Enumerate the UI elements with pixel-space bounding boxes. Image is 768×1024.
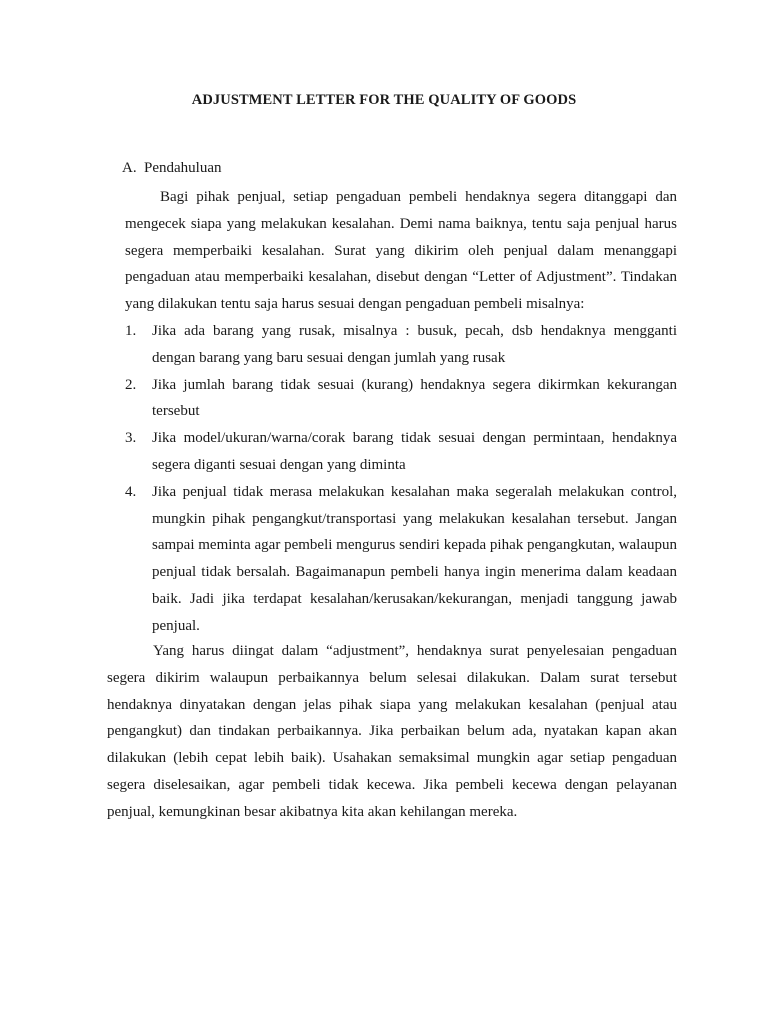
numbered-list [125,318,677,640]
section-heading-text: Pendahuluan [144,160,222,176]
intro-paragraph: Bagi pihak penjual, setiap pengaduan pembeli hendaknya segera ditanggapi dan mengecek siapa yang melakukan kesalahan. Demi nama baiknya, tentu saja penjual harus segera memperbaiki kesalahan. Surat yang dikirim oleh penjual dalam menanggapi pengaduan atau memperbaiki kesalahan, disebut dengan “Letter of Adjustment”. Tindakan yang dilakukan tentu saja harus sesuai dengan pengaduan pembeli misalnya: [125,189,677,313]
list-item-text: Jika penjual tidak merasa melakukan kesalahan maka segeralah melakukan control, mungkin pihak pengangkut/transportasi yang melakukan kesalahan tersebut. Jangan sampai meminta agar pembeli mengurus sendiri kepada pihak pengangkutan, walaupun penjual tidak bersalah. Bagaimanapun pembeli hanya ingin menerima dalam keadaan baik. Jadi jika terdapat kesalahan/kerusakan/kekurangan, menjadi tanggung jawab penjual. [152,483,677,634]
list-item-number: 1. [125,323,137,339]
list-item-number: 3. [125,430,137,447]
list-item-text: Jika model/ukuran/warna/corak barang tidak sesuai dengan permintaan, hendaknya segera diganti sesuai dengan yang diminta [152,430,677,473]
document-title: ADJUSTMENT LETTER FOR THE QUALITY OF GOODS [191,92,577,108]
list-item [125,372,677,426]
list-item [125,318,677,372]
section-heading [122,160,221,177]
list-item-number: 2. [125,376,137,393]
list-item [125,479,677,640]
section-letter: A. [122,160,137,176]
closing-paragraph: Yang harus diingat dalam “adjustment”, hendaknya surat penyelesaian pengaduan segera dikirim walaupun perbaikannya belum selesai dilakukan. Dalam surat tersebut hendaknya dinyatakan dengan jelas pihak siapa yang melakukan kesalahan (penjual atau pengangkut) dan tindakan perbaikannya. Jika perbaikan belum ada, nyatakan kapan akan dilakukan (lebih cepat lebih baik). Usahakan semaksimal mungkin agar setiap pengaduan segera diselesaikan, agar pembeli tidak kecewa. Jika pembeli kecewa dengan pelayanan penjual, kemungkinan besar akibatnya kita akan kehilangan mereka. [107,643,677,820]
list-item-text: Jika ada barang yang rusak, misalnya : busuk, pecah, dsb hendaknya mengganti dengan barang yang baru sesuai dengan jumlah yang rusak [152,323,677,366]
list-item-number: 4. [125,483,137,500]
list-item-text: Jika jumlah barang tidak sesuai (kurang) hendaknya segera dikirmkan kekurangan tersebut [152,376,677,420]
list-item [125,425,677,479]
